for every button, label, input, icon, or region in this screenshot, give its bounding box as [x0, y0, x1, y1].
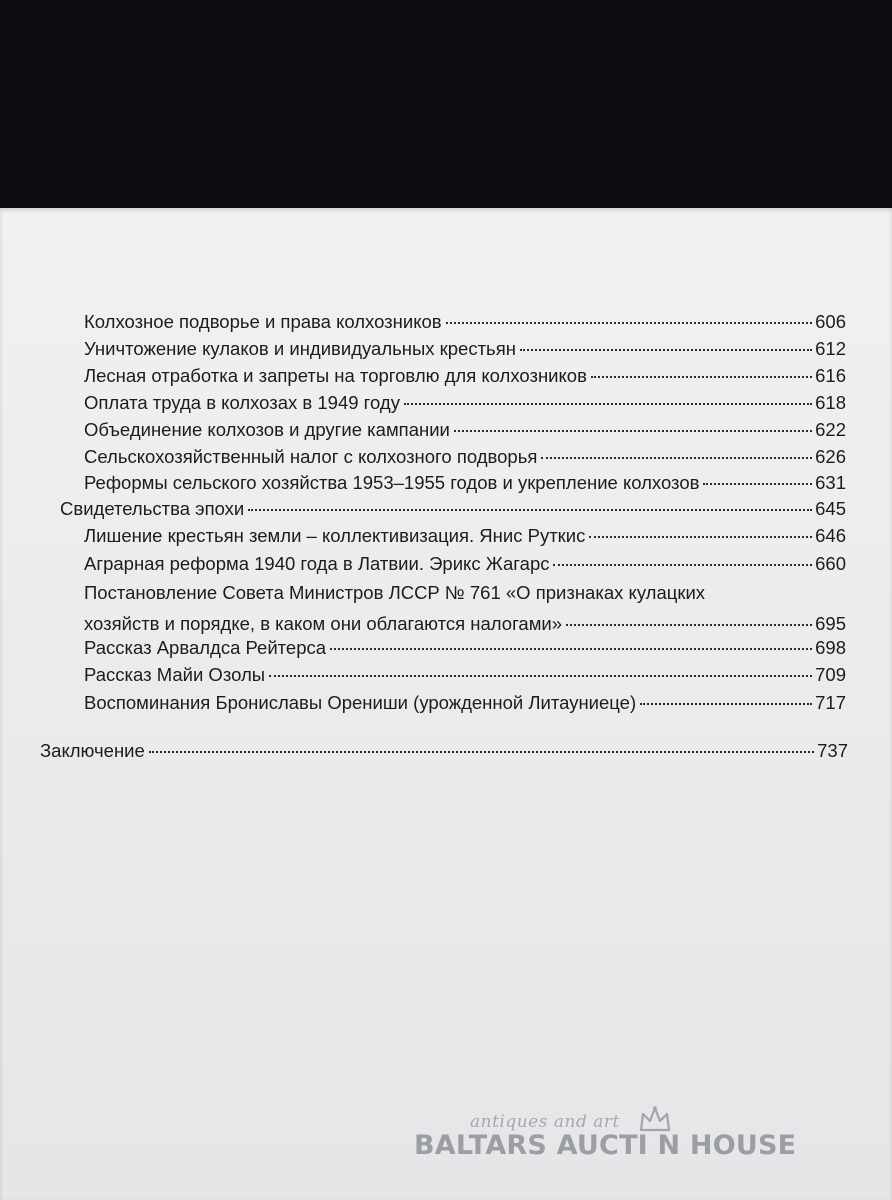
dot-leader — [269, 675, 812, 677]
toc-entry-page: 606 — [815, 311, 846, 332]
dot-leader — [640, 703, 812, 705]
dot-leader — [589, 536, 812, 538]
toc-entry[interactable] — [84, 637, 846, 659]
watermark-name: BALTARS AUCTI N HOUSE — [414, 1130, 797, 1161]
dot-leader — [520, 349, 812, 351]
dot-leader — [149, 751, 814, 753]
toc-entry-page: 631 — [815, 472, 846, 493]
watermark-tagline: antiques and art — [470, 1112, 620, 1132]
dot-leader — [541, 457, 812, 459]
toc-entry-title: Реформы сельского хозяйства 1953–1955 годов и укрепление колхозов — [84, 472, 700, 493]
toc-entry-title: Лишение крестьян земли – коллективизация. Янис Руткис — [84, 525, 586, 546]
dot-leader — [446, 322, 813, 324]
toc-entry-page: 645 — [815, 498, 846, 519]
dot-leader — [248, 509, 812, 511]
toc-entry-title-line1: Постановление Совета Министров ЛССР № 761 «О признаках кулацких — [84, 582, 706, 603]
toc-entry[interactable] — [84, 365, 846, 387]
toc-entry-title-line2: хозяйств и порядке, в каком они облагаются налогами» — [84, 613, 563, 634]
toc-entry-title: Оплата труда в колхозах в 1949 году — [84, 392, 400, 413]
book-page — [0, 208, 892, 1200]
toc-entry-page: 622 — [815, 419, 846, 440]
toc-entry-title: Аграрная реформа 1940 года в Латвии. Эрикс Жагарс — [84, 553, 550, 574]
dot-leader — [566, 624, 812, 626]
toc-entry[interactable] — [84, 664, 846, 686]
toc-entry-page: 709 — [815, 664, 846, 685]
toc-section-title: Свидетельства эпохи — [60, 498, 245, 519]
toc-chapter[interactable] — [40, 740, 848, 762]
toc-entry-page: 616 — [815, 365, 846, 386]
toc-entry-title: Объединение колхозов и другие кампании — [84, 419, 450, 440]
toc-entry-page: 626 — [815, 446, 846, 467]
toc-entry-title: Уничтожение кулаков и индивидуальных крестьян — [84, 338, 516, 359]
toc-entry-page: 737 — [817, 740, 848, 761]
toc-entry[interactable] — [84, 311, 846, 333]
dot-leader — [591, 376, 812, 378]
toc-entry[interactable] — [84, 553, 846, 575]
toc-entry-page: 646 — [815, 525, 846, 546]
toc-entry[interactable] — [84, 338, 846, 360]
toc-entry-page: 612 — [815, 338, 846, 359]
toc-entry[interactable] — [84, 582, 846, 635]
auction-house-watermark — [412, 1112, 812, 1172]
toc-entry-page: 660 — [815, 553, 846, 574]
toc-entry-page: 698 — [815, 637, 846, 658]
toc-entry-line2 — [84, 613, 846, 635]
toc-entry-page: 695 — [815, 613, 846, 634]
toc-entry[interactable] — [84, 472, 846, 494]
dot-leader — [553, 564, 812, 566]
toc-entry-title: Рассказ Майи Озолы — [84, 664, 266, 685]
toc-entry-title: Рассказ Арвалдса Рейтерса — [84, 637, 327, 658]
dot-leader — [454, 430, 812, 432]
dot-leader — [404, 403, 812, 405]
toc-entry-page: 717 — [815, 692, 846, 713]
toc-chapter-title: Заключение — [40, 740, 145, 761]
toc-entry-title: Сельскохозяйственный налог с колхозного подворья — [84, 446, 538, 467]
toc-entry-title: Колхозное подворье и права колхозников — [84, 311, 442, 332]
toc-entry-title: Воспоминания Брониславы Орениши (урожденной Литауниеце) — [84, 692, 637, 713]
toc-entry[interactable] — [84, 446, 846, 468]
toc-entry-page: 618 — [815, 392, 846, 413]
toc-entry[interactable] — [84, 692, 846, 714]
toc-entry-title: Лесная отработка и запреты на торговлю для колхозников — [84, 365, 587, 386]
dot-leader — [703, 483, 812, 485]
toc-entry[interactable] — [84, 525, 846, 547]
toc-section[interactable] — [60, 498, 846, 520]
toc-entry[interactable] — [84, 392, 846, 414]
toc-entry[interactable] — [84, 419, 846, 441]
dot-leader — [330, 648, 812, 650]
